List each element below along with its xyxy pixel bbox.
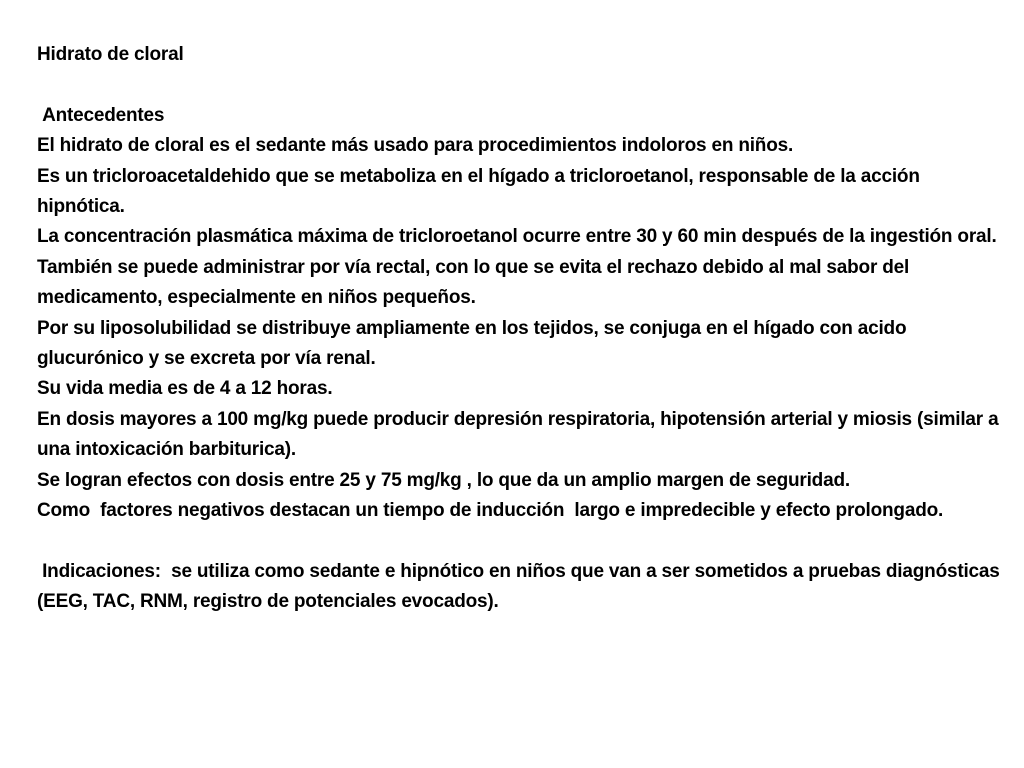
paragraph: En dosis mayores a 100 mg/kg puede producir depresión respiratoria, hipotensión arterial y miosis (similar a una intoxicación barbiturica). [37,408,1004,461]
paragraph: Como factores negativos destacan un tiempo de inducción largo e impredecible y efecto prolongado. [37,500,944,522]
slide-title: Hidrato de cloral [37,44,184,65]
section-heading: Antecedentes [37,104,165,126]
paragraph: La concentración plasmática máxima de tricloroetanol ocurre entre 30 y 60 min después de la ingestión oral. [37,226,997,248]
paragraph: También se puede administrar por vía rectal, con lo que se evita el rechazo debido al mal sabor del medicamento, especialmente en niños pequeños. [37,256,915,309]
blank-line [37,526,1000,556]
paragraph: Su vida media es de 4 a 12 horas. [37,378,333,400]
blank-line [37,70,1000,100]
paragraph: El hidrato de cloral es el sedante más usado para procedimientos indoloros en niños. [37,135,794,157]
paragraph: Se logran efectos con dosis entre 25 y 75 mg/kg , lo que da un amplio margen de seguridad. [37,469,850,491]
indications-paragraph: Indicaciones: se utiliza como sedante e hipnótico en niños que van a ser sometidos a pruebas diagnósticas (EEG, TAC, RNM, registro de potenciales evocados). [37,560,1005,613]
paragraph: Por su liposolubilidad se distribuye ampliamente en los tejidos, se conjuga en el hígado con acido glucurónico y se excreta por vía renal. [37,317,912,370]
paragraph: Es un tricloroacetaldehido que se metaboliza en el hígado a tricloroetanol, responsable de la acción hipnótica. [37,165,925,218]
